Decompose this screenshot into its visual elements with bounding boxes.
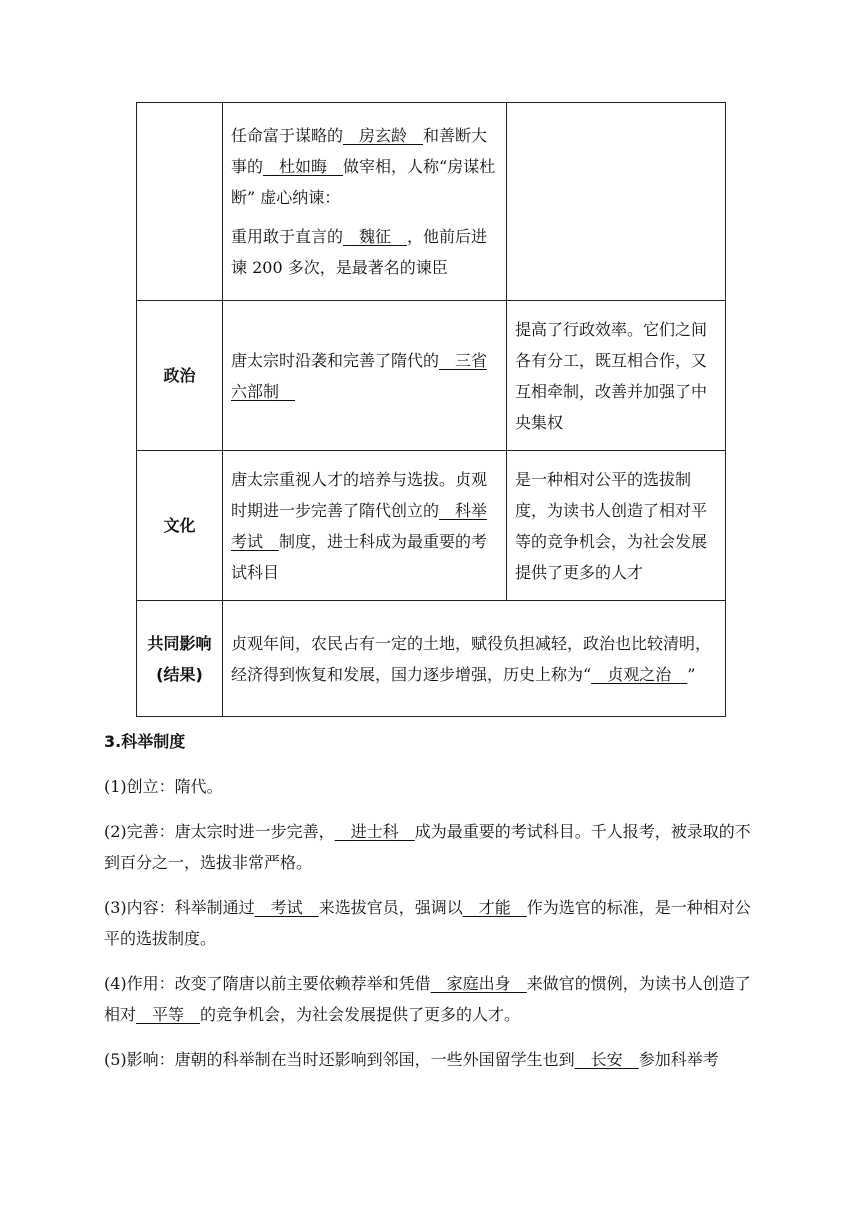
keju-section (104, 726, 764, 1075)
fill-blank-answer: __科举考试__ (231, 500, 488, 551)
row-label-politics: 政治 (137, 301, 223, 451)
measure-cell: 唐太宗时沿袭和完善了隋代的__三省六部制__ (223, 301, 507, 451)
item-perfection: (2)完善：唐太宗时进一步完善，__进士科__成为最重要的考试科目。千人报考，被录取的不到百分之一，选拔非常严格。 (104, 822, 751, 872)
fill-blank-answer: __魏征__ (343, 227, 408, 246)
fill-blank-answer: __考试__ (254, 898, 319, 917)
item-function: (4)作用：改变了隋唐以前主要依赖荐举和凭借__家庭出身__来做官的惯例，为读书人创造了相对__平等__的竞争机会，为社会发展提供了更多的人才。 (104, 974, 751, 1024)
fill-blank-answer: __贞观之治__ (591, 664, 688, 684)
fill-blank-answer: __平等__ (136, 1005, 201, 1024)
fill-blank-answer: __房玄龄__ (343, 126, 424, 145)
measure-cell: 唐太宗重视人才的培养与选拔。贞观时期进一步完善了隋代创立的__科举考试__制度，进士科成为最重要的考试科目 (223, 451, 507, 601)
table-row (137, 451, 726, 601)
comparison-table (136, 102, 726, 717)
item-content: (3)内容：科举制通过__考试__来选拔官员，强调以__才能__作为选官的标准，是一种相对公平的选拔制度。 (104, 898, 751, 948)
table-row (137, 301, 726, 451)
advice-text: 重用敢于直言的__魏征__，他前后进谏 200 多次，是最著名的谏臣 (231, 227, 488, 277)
fill-blank-answer: __进士科__ (334, 822, 415, 841)
effect-cell: 提高了行政效率。它们之间各有分工，既互相合作，又互相牵制，改善并加强了中央集权 (507, 301, 726, 451)
row-label-culture: 文化 (137, 451, 223, 601)
fill-blank-answer: __才能__ (462, 898, 527, 917)
fill-blank-answer: __家庭出身__ (430, 974, 527, 993)
result-cell: 贞观年间，农民占有一定的土地，赋役负担减轻，政治也比较清明，经济得到恢复和发展，国力逐步增强，历史上称为“__贞观之治__” (223, 601, 726, 717)
item-founding: (1)创立：隋代。 (104, 777, 223, 796)
effect-cell-empty (507, 103, 726, 301)
row-label-result: 共同影响 (结果) (137, 601, 223, 717)
fill-blank-answer: __长安__ (574, 1050, 639, 1069)
item-influence: (5)影响：唐朝的科举制在当时还影响到邻国，一些外国留学生也到__长安__参加科举考 (104, 1050, 719, 1069)
fill-blank-answer: __三省六部制__ (231, 350, 488, 401)
fill-blank-answer: __杜如晦__ (263, 157, 344, 176)
row-label-empty (137, 103, 223, 301)
effect-cell: 是一种相对公平的选拔制度，为读书人创造了相对平等的竞争机会，为社会发展提供了更多的人才 (507, 451, 726, 601)
table-row (137, 103, 726, 301)
measure-cell (223, 103, 507, 301)
table-row (137, 601, 726, 717)
appointment-text: 任命富于谋略的__房玄龄__和善断大事的__杜如晦__做宰相，人称“房谋杜断” 虚心纳谏： (231, 126, 496, 207)
section-title: 3.科举制度 (104, 732, 186, 751)
